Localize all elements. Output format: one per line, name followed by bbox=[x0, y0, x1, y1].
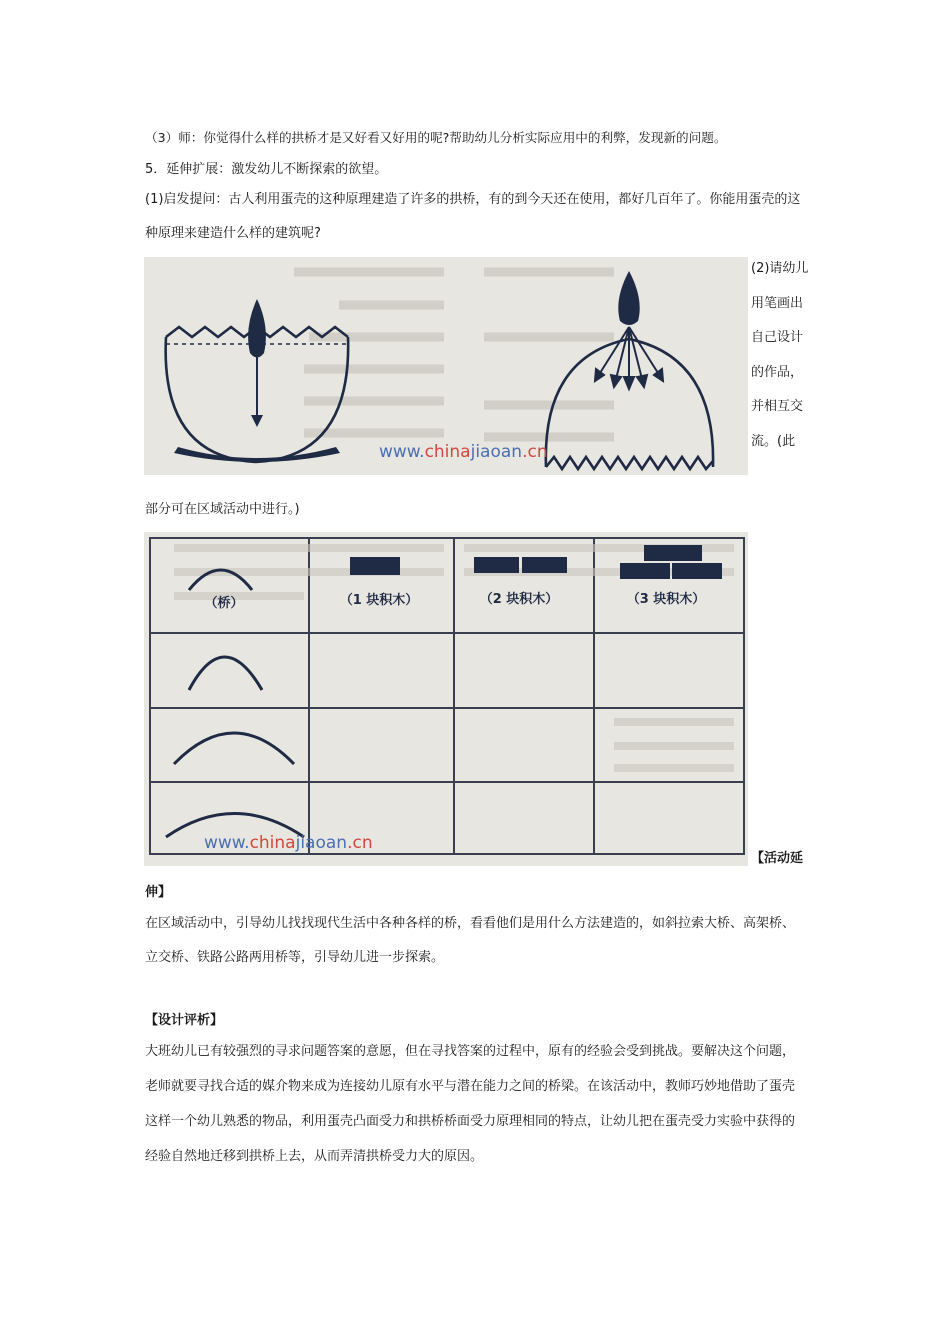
section-5-heading: 5．延伸扩展：激发幼儿不断探索的欲望。 bbox=[145, 162, 388, 177]
watermark-www: www. bbox=[379, 442, 425, 462]
extension-heading-part2: 伸】 bbox=[145, 885, 172, 900]
svg-text:www.chinajiaoan.cn bbox=[379, 442, 548, 462]
evaluation-body: 大班幼儿已有较强烈的寻求问题答案的意愿，但在寻找答案的过程中，原有的经验会受到挑战。要解决这个问题，老师就要寻找合适的媒介物来成为连接幼儿原有水平与潜在能力之间的桥梁。在该活动中，教师巧妙地借助了蛋壳这样一个幼儿熟悉的物品，利用蛋壳凸面受力和拱桥桥面受力原理相同的特点，让幼儿把在蛋壳受力实验中获得的经验自然地迁移到拱桥上去，从而弄清拱桥受力大的原因。 bbox=[145, 1044, 796, 1164]
watermark-cn: .cn bbox=[347, 833, 373, 853]
watermark-china: china bbox=[424, 442, 471, 462]
header-2-blocks: （2 块积木） bbox=[479, 592, 559, 607]
item-3-text: （3）师：你觉得什么样的拱桥才是又好看又好用的呢?帮助幼儿分析实际应用中的利弊，发现新的问题。 bbox=[145, 130, 727, 145]
extension-body: 在区域活动中，引导幼儿找找现代生活中各种各样的桥，看看他们是用什么方法建造的，如斜拉索大桥、高架桥、立交桥、铁路公路两用桥等，引导幼儿进一步探索。 bbox=[145, 916, 796, 965]
extension-heading-part1: 【活动延 bbox=[751, 851, 804, 866]
svg-text:www.chinajiaoan.cn bbox=[204, 833, 373, 853]
bridge-table-drawing bbox=[144, 532, 748, 866]
header-1-block: （1 块积木） bbox=[339, 593, 419, 608]
watermark-www: www. bbox=[204, 833, 250, 853]
header-bridge: （桥） bbox=[204, 596, 244, 611]
item-2-rest-text: 部分可在区域活动中进行。) bbox=[145, 502, 300, 517]
watermark-cn: .cn bbox=[522, 442, 548, 462]
watermark-jiaoan: jiaoan bbox=[295, 833, 348, 853]
evaluation-heading: 【设计评析】 bbox=[145, 1013, 224, 1028]
watermark-china: china bbox=[249, 833, 296, 853]
bridge-blocks-table bbox=[144, 532, 748, 866]
eggshell-drawing bbox=[144, 257, 748, 475]
watermark-jiaoan: jiaoan bbox=[470, 442, 523, 462]
item-1-text: (1)启发提问：古人利用蛋壳的这种原理建造了许多的拱桥，有的到今天还在使用，都好几百年了。你能用蛋壳的这种原理来建造什么样的建筑呢? bbox=[145, 192, 801, 241]
item-2-side-text: (2)请幼儿用笔画出自己设计的作品，并相互交流。(此 bbox=[751, 261, 809, 449]
eggshell-illustration bbox=[144, 257, 748, 475]
header-3-blocks: （3 块积木） bbox=[626, 592, 706, 607]
